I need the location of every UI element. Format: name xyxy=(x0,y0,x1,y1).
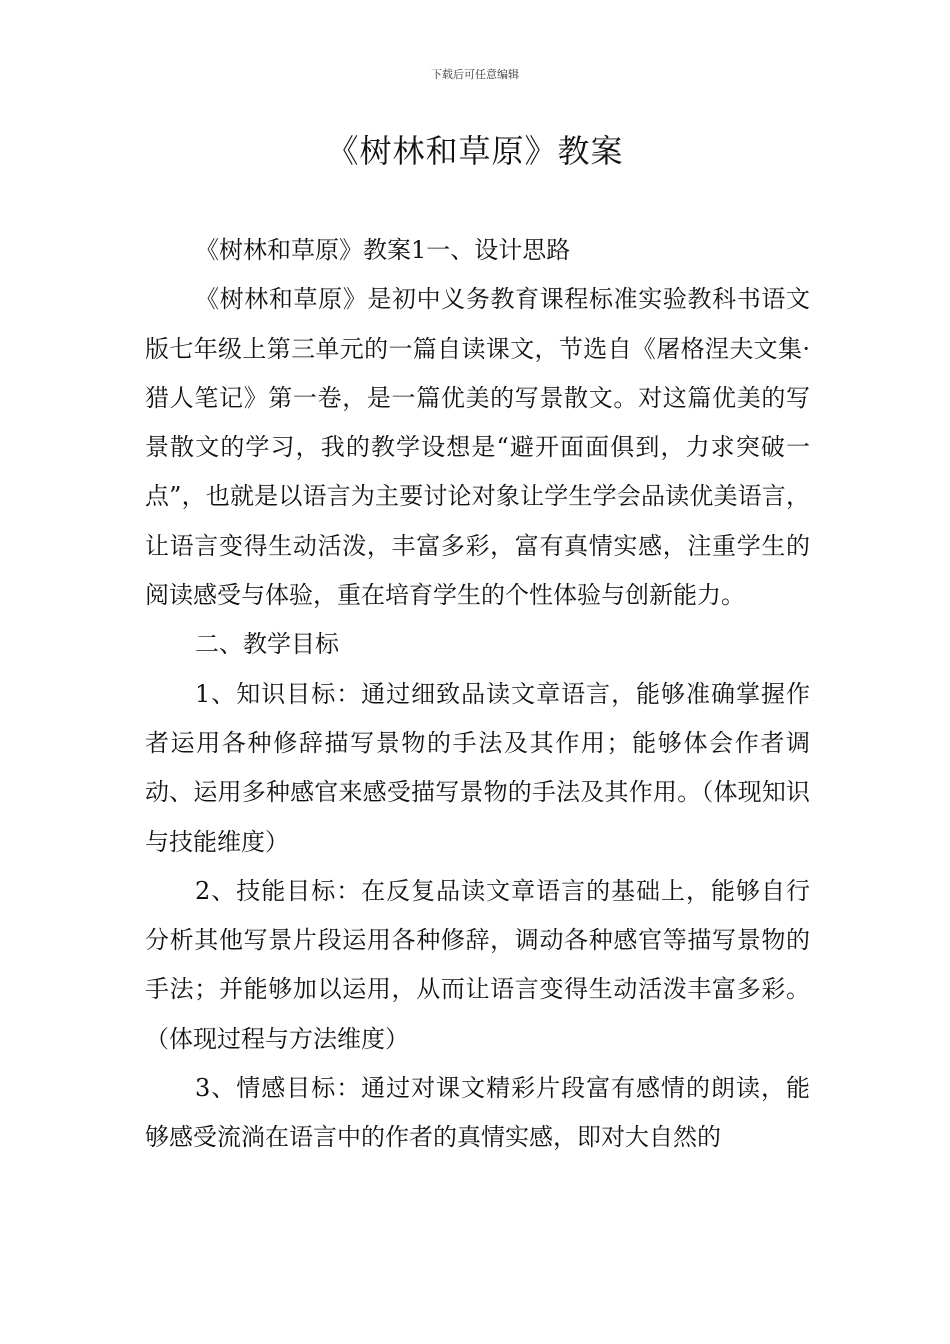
paragraph-design-idea: 《树林和草原》是初中义务教育课程标准实验教科书语文版七年级上第三单元的一篇自读课文，节选自《屠格涅夫文集·猎人笔记》第一卷，是一篇优美的写景散文。对这篇优美的写景散文的学习，我的教学设想是“避开面面俱到，力求突破一点”，也就是以语言为主要讨论对象让学生学会品读优美语言，让语言变得生动活泼，丰富多彩，富有真情实感，注重学生的阅读感受与体验，重在培育学生的个性体验与创新能力。 xyxy=(145,285,810,610)
paragraph-knowledge-goal: 1、知识目标：通过细致品读文章语言，能够准确掌握作者运用各种修辞描写景物的手法及其作用；能够体会作者调动、运用多种感官来感受描写景物的手法及其作用。（体现知识与技能维度） xyxy=(145,679,810,856)
paragraph-intro-heading: 《树林和草原》教案1一、设计思路 xyxy=(195,236,571,264)
document-title: 《树林和草原》教案 xyxy=(326,132,624,170)
header-note: 下载后可任意编辑 xyxy=(431,68,519,81)
document-body xyxy=(145,226,810,1163)
paragraph-emotion-goal: 3、情感目标：通过对课文精彩片段富有感情的朗读，能够感受流淌在语言中的作者的真情实感，即对大自然的 xyxy=(145,1074,810,1152)
section-heading-teaching-goals: 二、教学目标 xyxy=(195,630,339,659)
paragraph-skill-goal: 2、技能目标：在反复品读文章语言的基础上，能够自行分析其他写景片段运用各种修辞，调动各种感官等描写景物的手法；并能够加以运用，从而让语言变得生动活泼丰富多彩。（体现过程与方法维度） xyxy=(145,876,810,1053)
